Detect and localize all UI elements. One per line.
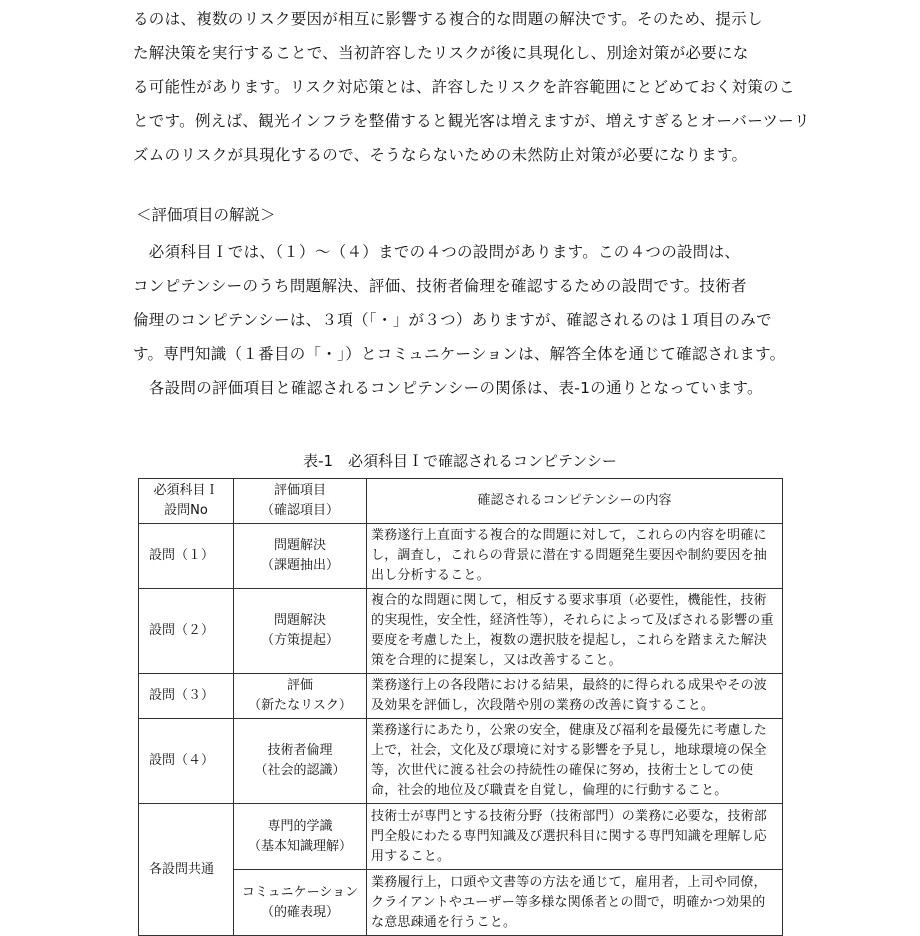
header-competency — [367, 479, 783, 524]
table-row — [139, 589, 783, 674]
competency-cell: 業務遂行上直面する複合的な問題に対して，これらの内容を明確にし，調査し，これらの背景に潜在する問題発生要因や制約要因を抽出し分析すること。 — [367, 524, 783, 589]
eval-item-cell: コミュニケーション （的確表現） — [234, 870, 367, 936]
text-line: とです。例えば、観光インフラを整備すると観光客は増えますが、増えすぎるとオーバーツーリ — [133, 112, 810, 130]
body-paragraph-2 — [133, 235, 793, 405]
text-line: す。専門知識（１番目の「・」）とコミュニケーションは、解答全体を通じて確認されます。 — [133, 345, 786, 363]
competency-cell: 技術士が専門とする技術分野（技術部門）の業務に必要な，技術部門全般にわたる専門知識及び選択科目に関する専門知識を理解し応用すること。 — [367, 804, 783, 870]
question-no-cell: 設問（１） — [139, 524, 234, 589]
text-line: た解決策を実行することで、当初許容したリスクが後に具現化し、別途対策が必要にな — [133, 44, 749, 62]
table-caption: 表-1 必須科目Ｉで確認されるコンピテンシー — [303, 452, 617, 470]
table-row — [139, 870, 783, 936]
eval-item-cell: 専門的学識 （基本知識理解） — [234, 804, 367, 870]
competency-cell: 複合的な問題に関して，相反する要求事項（必要性，機能性，技術的実現性，安全性，経済性等），それらによって及ぼされる影響の重要度を考慮した上，複数の選択肢を提起し，これらを踏まえた解決策を合理的に提案し，又は改善すること。 — [367, 589, 783, 674]
header-text: 確認されるコンピテンシーの内容 — [477, 493, 672, 508]
question-no-cell: 設問（３） — [139, 674, 234, 719]
header-eval-item — [234, 479, 367, 524]
body-paragraph-1 — [133, 2, 810, 172]
section-heading: ＜評価項目の解説＞ — [136, 206, 276, 224]
question-no-cell: 設問（４） — [139, 719, 234, 804]
header-text: 必須科目Ｉ 設問No — [153, 483, 219, 518]
table-row — [139, 804, 783, 870]
competency-cell: 業務履行上，口頭や文書等の方法を通じて，雇用者，上司や同僚，クライアントやユーザー等多様な関係者との間で，明確かつ効果的な意思疎通を行うこと。 — [367, 870, 783, 936]
eval-item-cell: 評価 （新たなリスク） — [234, 674, 367, 719]
text-line: る可能性があります。リスク対応策とは、許容したリスクを許容範囲にとどめておく対策のこ — [133, 78, 795, 96]
table-row — [139, 524, 783, 589]
competency-cell: 業務遂行上の各段階における結果，最終的に得られる成果やその波及効果を評価し，次段階や別の業務の改善に資すること。 — [367, 674, 783, 719]
header-question-no — [139, 479, 234, 524]
table-row — [139, 674, 783, 719]
table-header-row — [139, 479, 783, 524]
text-line: 必須科目Ｉでは、（１）～（４）までの４つの設問があります。この４つの設問は、 — [133, 243, 741, 261]
table-row — [139, 719, 783, 804]
text-line: ズムのリスクが具現化するので、そうならないための未然防止対策が必要になります。 — [133, 146, 748, 164]
header-text: 評価項目 （確認項目） — [260, 483, 339, 518]
competency-table — [138, 478, 783, 936]
text-line: 倫理のコンピテンシーは、３項（「・」が３つ）ありますが、確認されるのは１項目のみで — [133, 311, 772, 329]
text-line: コンピテンシーのうち問題解決、評価、技術者倫理を確認するための設問です。技術者 — [133, 277, 747, 295]
eval-item-cell: 問題解決 （課題抽出） — [234, 524, 367, 589]
text-line: るのは、複数のリスク要因が相互に影響する複合的な問題の解決です。そのため、提示し — [133, 10, 763, 28]
eval-item-cell: 問題解決 （方策提起） — [234, 589, 367, 674]
eval-item-cell: 技術者倫理 （社会的認識） — [234, 719, 367, 804]
question-no-cell: 各設問共通 — [139, 804, 234, 936]
competency-cell: 業務遂行にあたり，公衆の安全，健康及び福利を最優先に考慮した上で，社会，文化及び環境に対する影響を予見し，地球環境の保全等，次世代に渡る社会の持続性の確保に努め，技術士としての使命，社会的地位及び職責を自覚し，倫理的に行動すること。 — [367, 719, 783, 804]
text-line: 各設問の評価項目と確認されるコンピテンシーの関係は、表-1の通りとなっています。 — [133, 379, 763, 397]
question-no-cell: 設問（２） — [139, 589, 234, 674]
